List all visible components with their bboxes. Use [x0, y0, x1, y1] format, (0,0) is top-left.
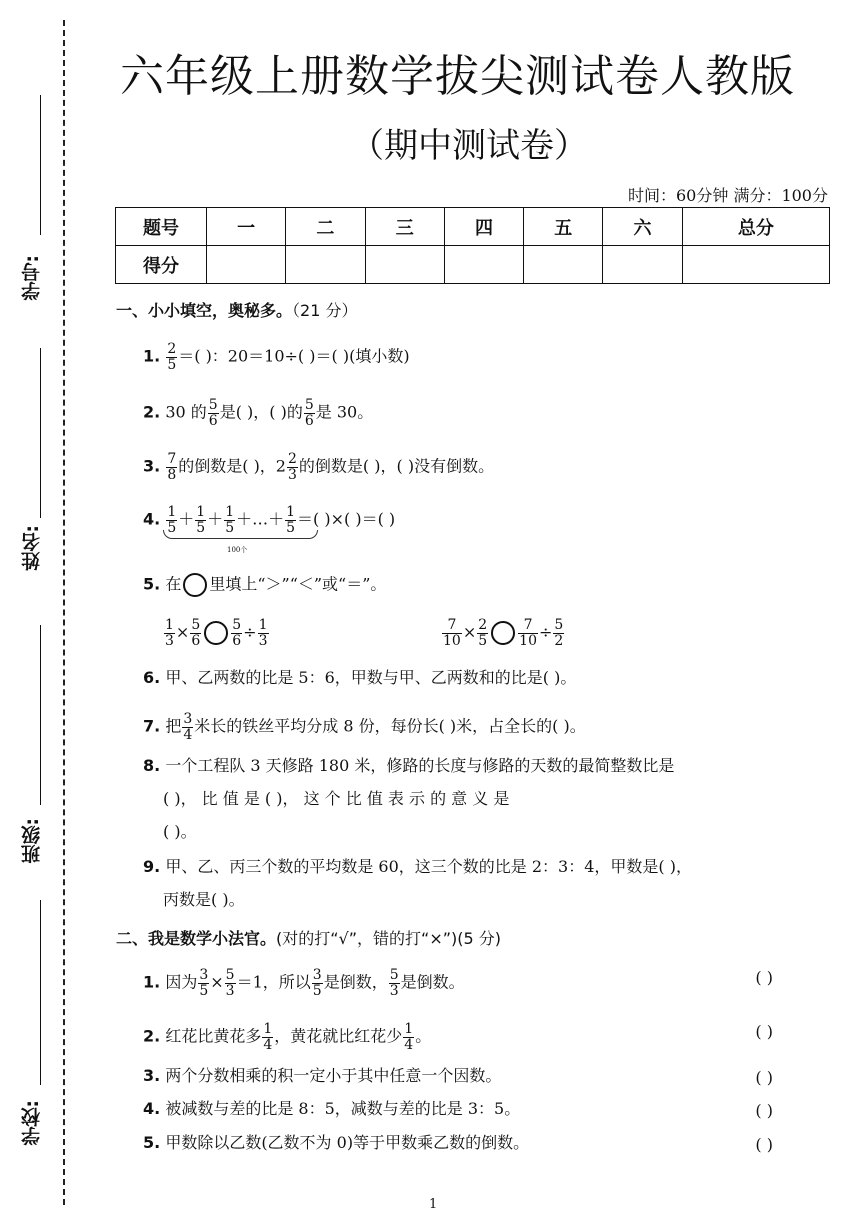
numerator: 5 — [554, 617, 564, 633]
operator: × — [210, 972, 224, 992]
question-number: 4. — [143, 509, 161, 529]
brace-label: 100个 — [227, 546, 248, 554]
numerator: 1 — [404, 1021, 414, 1037]
page-number: 1 — [429, 1197, 438, 1212]
question-text: ＝( )×( )＝( ) — [297, 509, 396, 529]
fraction — [166, 342, 177, 372]
judge-question-2 — [143, 1022, 431, 1052]
question-9-line-2: 丙数是( )。 — [163, 890, 245, 909]
judge-answer-5[interactable]: ( ) — [755, 1135, 773, 1154]
denominator: 10 — [443, 632, 461, 649]
denominator: 3 — [258, 632, 268, 649]
numerator: 5 — [208, 397, 218, 413]
fraction — [312, 968, 323, 998]
question-8-line-3: ( )。 — [163, 822, 197, 841]
question-number: 1. — [143, 346, 161, 366]
denominator: 6 — [232, 632, 242, 649]
denominator: 4 — [263, 1036, 273, 1053]
numerator: 2 — [288, 451, 297, 467]
question-number: 3. — [143, 456, 161, 476]
numerator: 1 — [225, 504, 235, 520]
score-header-cell: 五 — [524, 208, 603, 246]
fraction — [304, 398, 315, 428]
denominator: 6 — [208, 412, 218, 429]
denominator: 6 — [304, 412, 314, 429]
numerator: 2 — [478, 617, 488, 633]
judge-question-4 — [143, 1101, 520, 1117]
question-8 — [143, 758, 674, 774]
question-number: 5. — [143, 574, 161, 594]
operator: × — [175, 622, 190, 642]
judge-question-3 — [143, 1068, 501, 1084]
question-text: ＝( )：20＝10÷( )＝( )(填小数) — [178, 346, 410, 366]
question-number: 5. — [143, 1133, 161, 1152]
question-text: 被减数与差的比是 8：5，减数与差的比是 3：5。 — [165, 1099, 521, 1118]
question-text: ，黄花就比红花少 — [274, 1026, 403, 1046]
class-label: 班级: — [21, 818, 43, 864]
score-input-cell[interactable] — [603, 246, 682, 284]
question-text: 。 — [415, 1026, 432, 1046]
fraction — [231, 618, 242, 648]
binding-dashed-line — [63, 20, 65, 1205]
question-number: 8. — [143, 756, 161, 775]
score-header-cell: 二 — [286, 208, 365, 246]
question-number: 6. — [143, 668, 161, 687]
denominator: 10 — [519, 632, 537, 649]
denominator: 5 — [225, 519, 235, 536]
question-text: 的倒数是( )，( )没有倒数。 — [298, 456, 495, 476]
numerator: 7 — [518, 618, 538, 634]
fraction — [442, 618, 462, 648]
score-input-cell[interactable] — [444, 246, 523, 284]
plus-sign: ＋ — [178, 509, 195, 529]
score-input-cell[interactable] — [286, 246, 365, 284]
judge-answer-2[interactable]: ( ) — [755, 1022, 773, 1041]
fraction — [208, 398, 219, 428]
score-input-cell[interactable] — [524, 246, 603, 284]
judge-answer-4[interactable]: ( ) — [755, 1101, 773, 1120]
question-text: 两个分数相乘的积一定小于其中任意一个因数。 — [165, 1066, 502, 1085]
numerator: 1 — [258, 617, 268, 633]
denominator: 3 — [165, 632, 174, 649]
fraction — [477, 618, 488, 648]
question-number: 4. — [143, 1099, 161, 1118]
numerator: 1 — [196, 504, 206, 520]
denominator: 5 — [312, 982, 322, 999]
question-text: 是 30。 — [315, 402, 374, 422]
numerator: 1 — [263, 1021, 273, 1037]
score-input-cell[interactable] — [207, 246, 286, 284]
question-text: 把 — [165, 716, 182, 736]
numerator: 7 — [442, 618, 462, 634]
page-subtitle: （期中测试卷） — [350, 126, 588, 166]
question-5 — [143, 573, 386, 597]
section-1-points: （21 分） — [292, 301, 358, 320]
question-text: 是倒数， — [323, 972, 388, 992]
student-number-line — [40, 95, 41, 235]
compare-circle-answer[interactable] — [204, 621, 228, 645]
fraction — [164, 618, 175, 648]
score-header-cell: 总分 — [682, 208, 829, 246]
fraction — [190, 618, 201, 648]
plus-sign: ＋ — [207, 509, 224, 529]
question-number: 1. — [143, 972, 161, 992]
underbrace-icon — [163, 530, 318, 539]
question-number: 7. — [143, 716, 161, 736]
numerator: 1 — [165, 617, 174, 633]
question-8-line-2: ( )， 比 值 是 ( )， 这 个 比 值 表 示 的 意 义 是 — [163, 789, 510, 808]
numerator: 5 — [225, 967, 235, 983]
fraction — [287, 452, 298, 482]
section-1-heading — [116, 298, 357, 321]
compare-circle-answer[interactable] — [491, 621, 515, 645]
question-text: 米长的铁丝平均分成 8 份，每份长( )米，占全长的( )。 — [194, 716, 586, 736]
question-text: 因为 — [165, 972, 198, 992]
question-text: 红花比黄花多 — [165, 1026, 262, 1046]
question-text: 里填上“＞”“＜”或“＝”。 — [209, 574, 387, 594]
question-6 — [143, 670, 576, 686]
question-text: 甲、乙两数的比是 5：6，甲数与甲、乙两数和的比是( )。 — [165, 668, 577, 687]
denominator: 4 — [404, 1036, 414, 1053]
denominator: 4 — [183, 726, 193, 743]
class-line — [40, 625, 41, 805]
denominator: 5 — [478, 632, 488, 649]
numerator: 5 — [232, 617, 242, 633]
operator: × — [462, 622, 477, 642]
fraction — [182, 712, 193, 742]
denominator: 8 — [167, 466, 177, 483]
question-text: 是( )，( )的 — [219, 402, 303, 422]
question-2 — [143, 398, 373, 428]
question-number: 2. — [143, 1026, 161, 1046]
numerator: 5 — [191, 617, 201, 633]
fraction — [403, 1022, 414, 1052]
score-header-cell: 题号 — [116, 208, 207, 246]
name-label: 姓名: — [21, 525, 43, 571]
fraction — [198, 968, 209, 998]
numerator: 2 — [167, 341, 177, 357]
judge-question-1 — [143, 968, 465, 998]
denominator: 5 — [167, 519, 177, 536]
question-text: 是倒数。 — [400, 972, 465, 992]
score-header-cell: 一 — [207, 208, 286, 246]
student-number-label: 学号: — [21, 255, 43, 301]
denominator: 6 — [191, 632, 201, 649]
score-header-cell: 四 — [444, 208, 523, 246]
section-2-heading — [116, 926, 501, 949]
question-number: 9. — [143, 857, 161, 876]
ellipsis-sum: ＋…＋ — [236, 509, 285, 529]
score-header-cell: 六 — [603, 208, 682, 246]
question-text: 在 — [165, 574, 182, 594]
judge-answer-3[interactable]: ( ) — [755, 1068, 773, 1087]
fraction — [166, 452, 177, 482]
score-table — [115, 207, 830, 284]
question-9 — [143, 859, 692, 875]
section-2-title: 二、我是数学小法官。 — [116, 929, 277, 948]
denominator: 2 — [554, 632, 564, 649]
page-title: 六年级上册数学拔尖测试卷人教版 — [120, 51, 795, 102]
numerator: 1 — [286, 504, 296, 520]
time-info: 时间：60分钟 满分：100分 — [628, 186, 828, 205]
fraction — [518, 618, 538, 648]
operator: ÷ — [243, 622, 257, 642]
question-text: 的倒数是( )，2 — [178, 456, 286, 476]
numerator: 5 — [389, 967, 399, 983]
denominator: 5 — [196, 519, 206, 536]
name-line — [40, 348, 41, 518]
question-number: 3. — [143, 1066, 161, 1085]
question-7 — [143, 712, 586, 742]
judge-answer-1[interactable]: ( ) — [755, 968, 773, 987]
question-text: 甲数除以乙数(乙数不为 0)等于甲数乘乙数的倒数。 — [165, 1133, 530, 1152]
denominator: 5 — [167, 356, 177, 373]
denominator: 3 — [288, 466, 297, 483]
numerator: 7 — [167, 451, 177, 467]
numerator: 3 — [183, 711, 193, 727]
score-row-label: 得分 — [116, 246, 207, 284]
score-table-score-row — [116, 246, 830, 284]
denominator: 5 — [199, 982, 209, 999]
score-table-header-row — [116, 208, 830, 246]
denominator: 5 — [286, 519, 296, 536]
fraction — [389, 968, 400, 998]
section-1-title: 一、小小填空，奥秘多。 — [116, 301, 293, 320]
school-line — [40, 900, 41, 1085]
question-text: 一个工程队 3 天修路 180 米，修路的长度与修路的天数的最简整数比是 — [165, 756, 675, 775]
numerator: 3 — [312, 967, 322, 983]
fraction — [262, 1022, 273, 1052]
fraction — [225, 968, 236, 998]
question-3 — [143, 452, 494, 482]
judge-question-5 — [143, 1135, 529, 1151]
circle-icon — [183, 573, 207, 597]
denominator: 3 — [225, 982, 235, 999]
numerator: 5 — [304, 397, 314, 413]
fraction — [553, 618, 564, 648]
compare-left — [163, 618, 270, 648]
numerator: 1 — [167, 504, 177, 520]
school-label: 学校: — [21, 1100, 43, 1146]
section-2-points: (对的打“√”，错的打“×”)(5 分) — [276, 929, 502, 948]
score-input-cell[interactable] — [682, 246, 829, 284]
operator: ÷ — [538, 622, 553, 642]
question-text: 甲、乙、丙三个数的平均数是 60，这三个数的比是 2：3：4，甲数是( )， — [165, 857, 692, 876]
score-header-cell: 三 — [365, 208, 444, 246]
question-1 — [143, 342, 410, 372]
question-text: 30 的 — [165, 402, 207, 422]
denominator: 3 — [389, 982, 399, 999]
score-input-cell[interactable] — [365, 246, 444, 284]
question-number: 2. — [143, 402, 161, 422]
compare-right — [441, 618, 565, 648]
question-text: ＝1，所以 — [236, 972, 311, 992]
fraction — [258, 618, 269, 648]
numerator: 3 — [199, 967, 209, 983]
